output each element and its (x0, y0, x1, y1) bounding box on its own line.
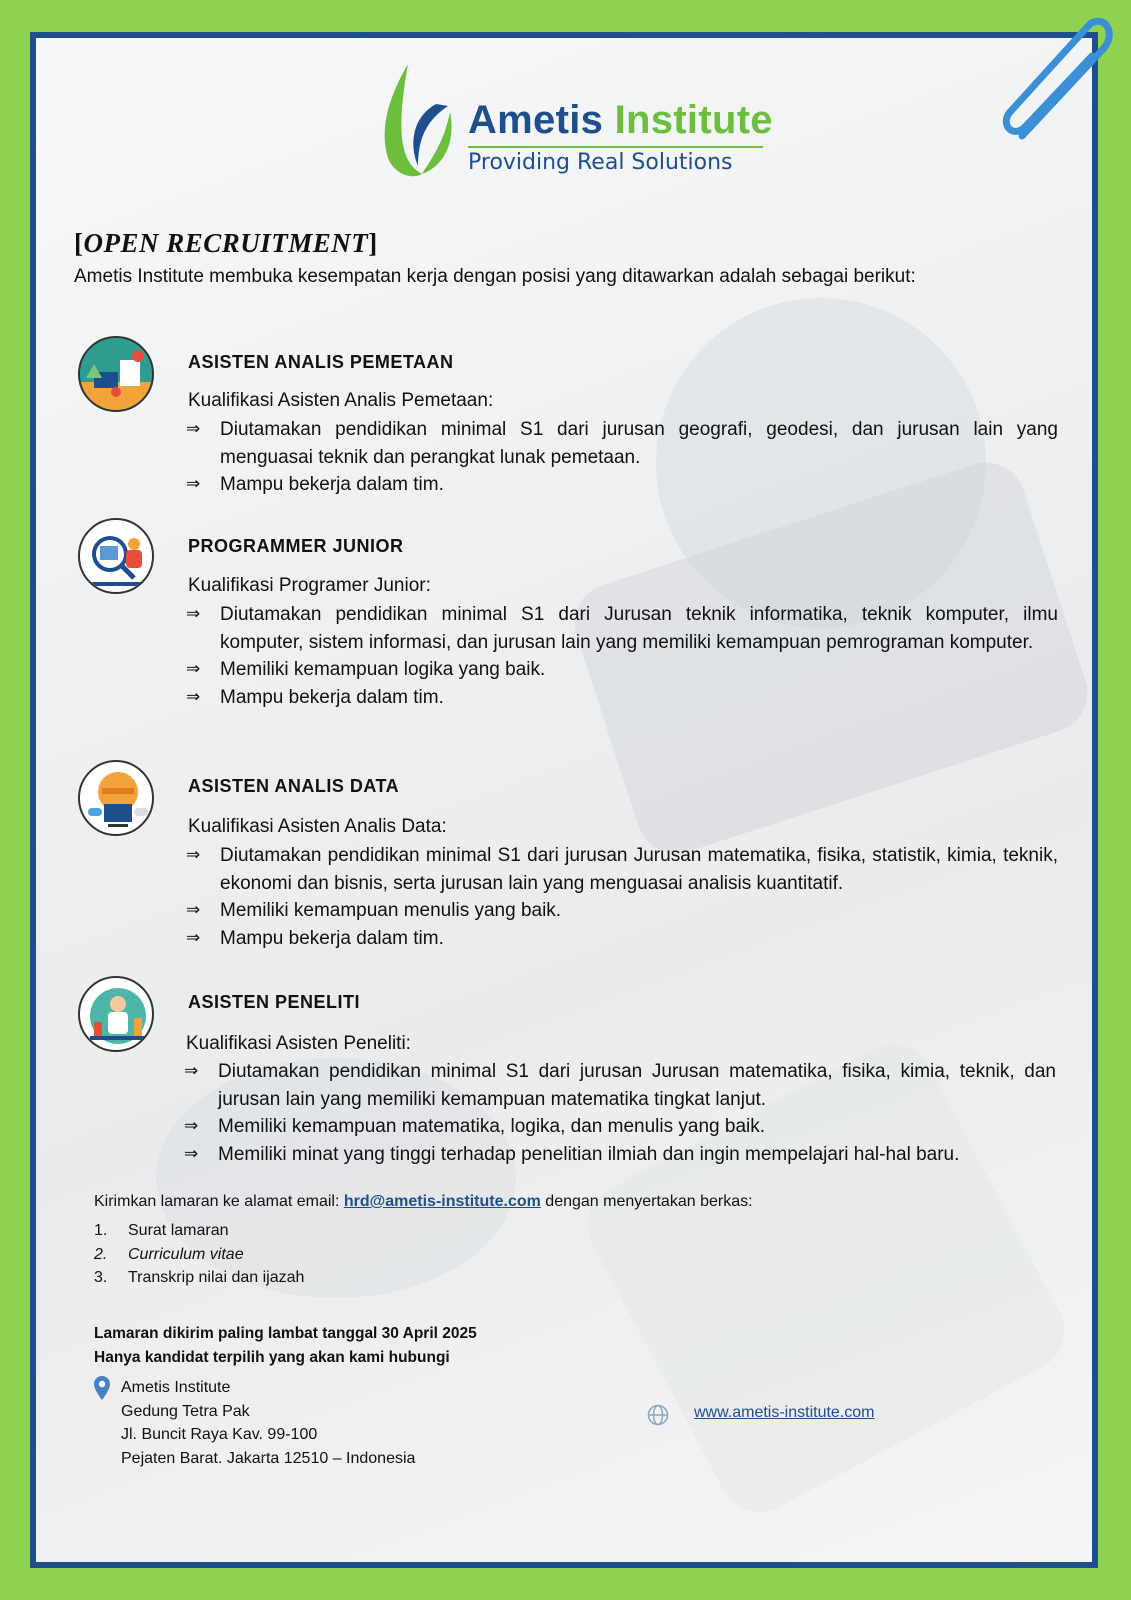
recruitment-title: [OPEN RECRUITMENT] (74, 228, 378, 258)
arrow-icon: ⇒ (186, 927, 201, 948)
arrow-icon: ⇒ (186, 686, 201, 707)
location-pin-icon (94, 1376, 110, 1400)
list-item: 3. Transkrip nilai dan ijazah (94, 1269, 305, 1286)
email-link[interactable]: hrd@ametis-institute.com (343, 1193, 541, 1210)
list-item: 1. Surat lamaran (94, 1222, 229, 1239)
requirement-list (186, 842, 1058, 952)
job-title: ASISTEN ANALIS DATA (188, 776, 400, 796)
programmer-icon (78, 518, 154, 594)
list-item: ⇒ Mampu bekerja dalam tim. (186, 471, 1058, 499)
arrow-icon: ⇒ (184, 1143, 199, 1164)
list-item: ⇒ Diutamakan pendidikan minimal S1 dari Jurusan teknik informatika, teknik komputer, ilmu komputer, sistem informasi, dan jurusan lain yang memiliki kemampuan pemrograman komputer. (186, 601, 1058, 656)
list-item: ⇒ Diutamakan pendidikan minimal S1 dari jurusan Jurusan matematika, fisika, kimia, teknik, dan jurusan lain yang memiliki kemampuan matematika tingkat lanjut. (184, 1058, 1056, 1113)
arrow-icon: ⇒ (184, 1061, 199, 1081)
logo-underline (468, 146, 763, 148)
list-item: ⇒ Diutamakan pendidikan minimal S1 dari jurusan Jurusan matematika, fisika, statistik, kimia, teknik, ekonomi dan bisnis, serta jurusan lain yang menguasai analisis kuantitatif. (186, 842, 1058, 897)
list-item: ⇒ Memiliki kemampuan menulis yang baik. (186, 897, 1058, 925)
job-title: ASISTEN PENELITI (188, 992, 361, 1012)
qualification-label: Kualifikasi Asisten Analis Data: (188, 816, 447, 837)
logo-tagline: Providing Real Solutions (468, 150, 733, 175)
list-item: ⇒ Mampu bekerja dalam tim. (186, 925, 1058, 953)
arrow-icon: ⇒ (184, 1116, 199, 1136)
list-item: ⇒ Mampu bekerja dalam tim. (186, 684, 1058, 712)
list-item: ⇒ Diutamakan pendidikan minimal S1 dari jurusan geografi, geodesi, dan jurusan lain yang menguasai teknik dan perangkat lunak pemetaan. (186, 416, 1058, 471)
website-link[interactable]: www.ametis-institute.com (694, 1404, 875, 1421)
arrow-icon: ⇒ (186, 659, 201, 679)
requirement-list (186, 601, 1058, 711)
qualification-label: Kualifikasi Asisten Analis Pemetaan: (188, 390, 494, 411)
list-item: 2. Curriculum vitae (94, 1245, 244, 1263)
arrow-icon: ⇒ (186, 900, 201, 920)
data-analysis-icon (78, 760, 154, 836)
ametis-logo (378, 60, 778, 190)
job-title: PROGRAMMER JUNIOR (188, 536, 404, 556)
list-item: ⇒ Memiliki kemampuan matematika, logika, dan menulis yang baik. (184, 1113, 1056, 1141)
application-instruction: Kirimkan lamaran ke alamat email: hrd@ametis-institute.com dengan menyertakan berkas: (94, 1193, 753, 1210)
intro-text: Ametis Institute membuka kesempatan kerja dengan posisi yang ditawarkan adalah sebagai berikut: (74, 266, 916, 287)
logo-title: Ametis Institute (468, 98, 773, 142)
arrow-icon: ⇒ (186, 419, 201, 439)
list-item: ⇒ Memiliki minat yang tinggi terhadap penelitian ilmiah dan ingin mempelajari hal-hal baru. (184, 1141, 1056, 1169)
requirement-list (184, 1058, 1056, 1168)
required-files-list (94, 1219, 304, 1290)
map-analysis-icon (78, 336, 154, 412)
address-block: Ametis Institute Gedung Tetra Pak Jl. Buncit Raya Kav. 99-100 Pejaten Barat. Jakarta 12510 – Indonesia (121, 1379, 416, 1467)
list-item: ⇒ Memiliki kemampuan logika yang baik. (186, 656, 1058, 684)
requirement-list (186, 416, 1058, 499)
arrow-icon: ⇒ (186, 845, 201, 865)
qualification-label: Kualifikasi Programer Junior: (188, 575, 431, 596)
arrow-icon: ⇒ (186, 604, 201, 624)
globe-icon (647, 1404, 669, 1426)
deadline-notice: Lamaran dikirim paling lambat tanggal 30 April 2025 Hanya kandidat terpilih yang akan kami hubungi (94, 1325, 477, 1366)
job-title: ASISTEN ANALIS PEMETAAN (188, 352, 454, 372)
paperclip-icon (992, 8, 1122, 148)
qualification-label: Kualifikasi Asisten Peneliti: (186, 1033, 411, 1054)
arrow-icon: ⇒ (186, 474, 201, 494)
researcher-icon (78, 976, 154, 1052)
leaf-logo-icon (378, 62, 460, 182)
